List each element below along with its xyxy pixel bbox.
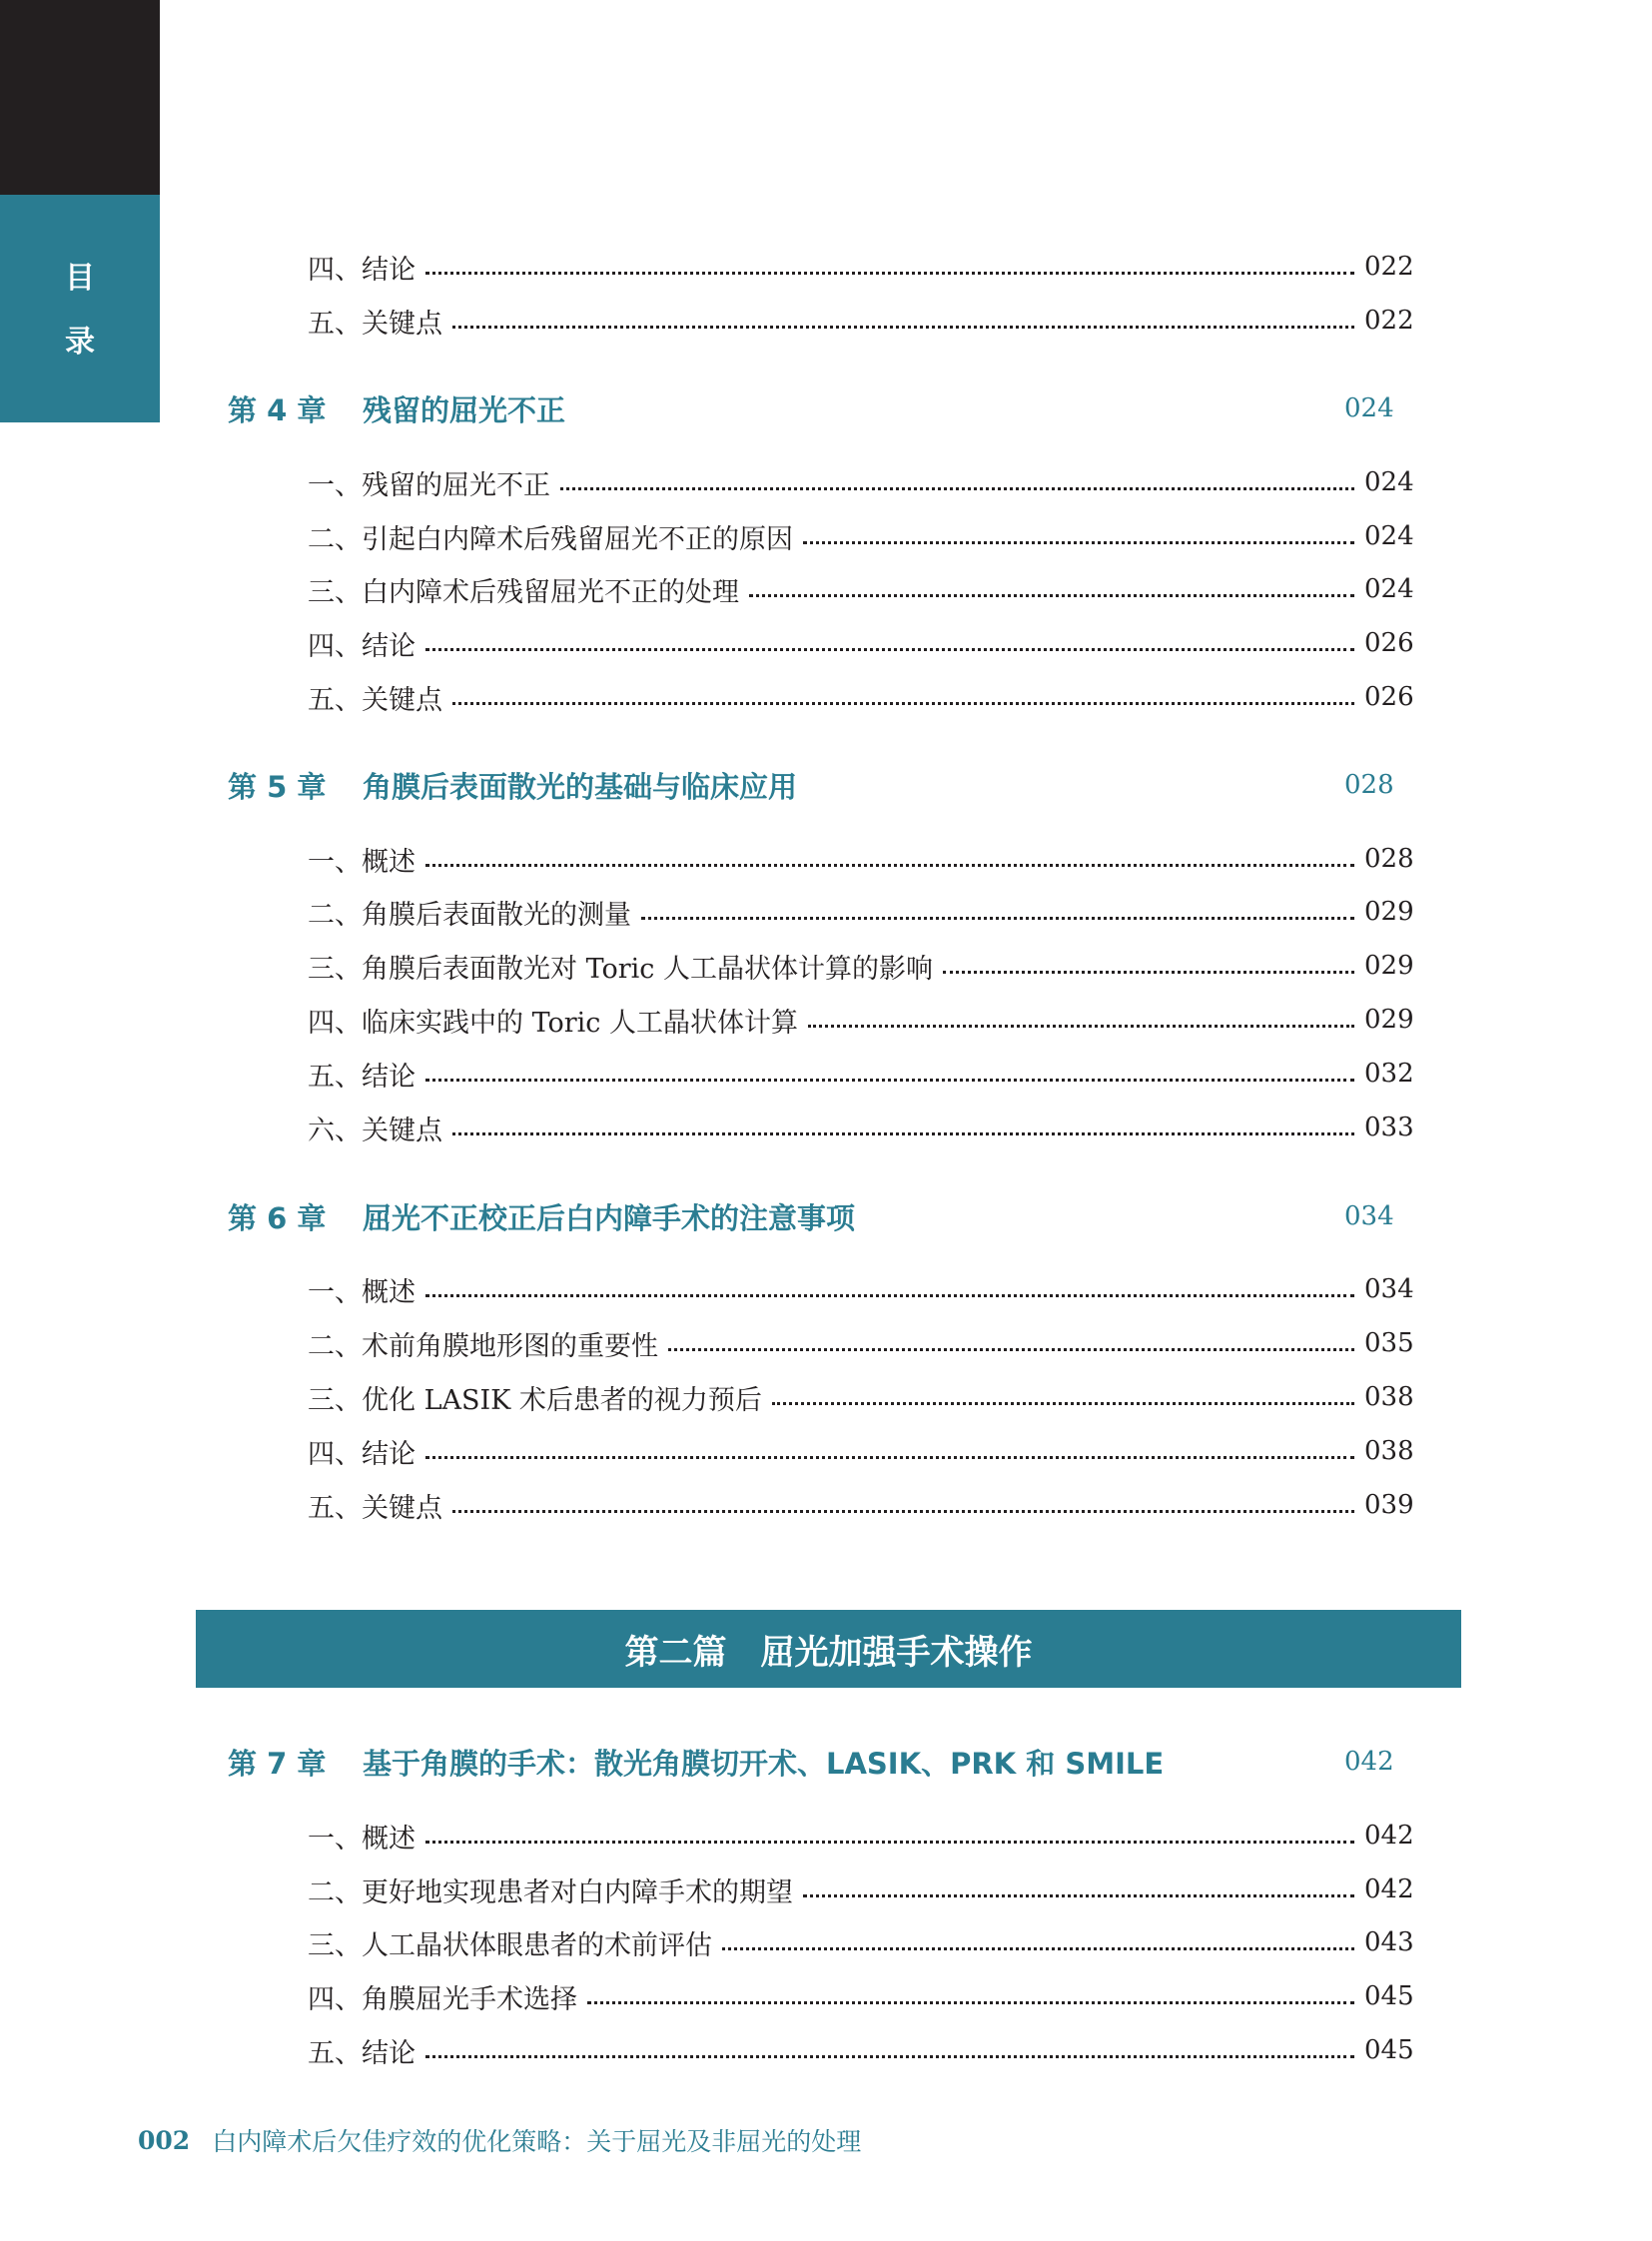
page-number: 024	[1364, 574, 1414, 604]
dot-leader	[772, 1402, 1354, 1405]
dot-leader	[425, 2055, 1354, 2058]
chapter-number: 第 5 章	[228, 769, 327, 804]
page-number: 022	[1364, 306, 1414, 336]
page-number: 042	[1344, 1747, 1394, 1777]
dot-leader	[425, 1841, 1354, 1844]
entry-title: 三、人工晶状体眼患者的术前评估	[308, 1929, 712, 1961]
dot-leader	[668, 1348, 1354, 1351]
toc-entry	[0, 513, 1652, 559]
dot-leader	[943, 971, 1354, 974]
dot-leader	[425, 1294, 1354, 1297]
page-number: 022	[1364, 252, 1414, 282]
dot-leader	[560, 487, 1354, 490]
toc-entry	[0, 298, 1652, 344]
toc-entry	[0, 836, 1652, 882]
dot-leader	[425, 648, 1354, 651]
side-tab-dark-block	[0, 0, 160, 195]
dot-leader	[587, 2001, 1354, 2004]
entry-title: 三、优化 LASIK 术后患者的视力预后	[308, 1384, 762, 1416]
toc-chapter	[0, 1193, 1652, 1239]
toc-entry	[0, 1320, 1652, 1366]
page-number: 038	[1364, 1436, 1414, 1466]
dot-leader	[425, 1079, 1354, 1082]
footer-page-number: 002	[138, 2125, 191, 2155]
toc-entry	[0, 943, 1652, 989]
entry-title: 一、概述	[308, 1823, 415, 1855]
toc-entry	[0, 1266, 1652, 1312]
dot-leader	[749, 594, 1354, 597]
entry-title: 三、角膜后表面散光对 Toric 人工晶状体计算的影响	[308, 953, 933, 985]
entry-title: 五、关键点	[308, 1492, 442, 1524]
toc-entry	[0, 997, 1652, 1043]
dot-leader	[425, 864, 1354, 867]
dot-leader	[803, 1894, 1354, 1897]
page-number: 026	[1364, 628, 1414, 658]
chapter-title: 屈光不正校正后白内障手术的注意事项	[363, 1200, 856, 1235]
page-number: 042	[1364, 1874, 1414, 1904]
entry-title: 五、结论	[308, 2037, 415, 2069]
page-footer	[138, 2120, 861, 2160]
entry-title: 四、结论	[308, 1438, 415, 1470]
entry-title: 一、残留的屈光不正	[308, 469, 550, 501]
page-number: 032	[1364, 1059, 1414, 1089]
entry-title: 二、角膜后表面散光的测量	[308, 899, 631, 931]
toc-entry	[0, 244, 1652, 290]
page-number: 045	[1364, 1981, 1414, 2011]
toc-chapter	[0, 1739, 1652, 1785]
page-number: 035	[1364, 1328, 1414, 1358]
entry-title: 五、结论	[308, 1061, 415, 1093]
dot-leader	[452, 1510, 1354, 1513]
entry-title: 二、引起白内障术后残留屈光不正的原因	[308, 523, 793, 555]
page-number: 042	[1364, 1821, 1414, 1851]
page-number: 039	[1364, 1490, 1414, 1520]
page-number: 029	[1364, 897, 1414, 927]
page-number: 024	[1364, 521, 1414, 551]
part-heading: 第二篇 屈光加强手术操作	[196, 1610, 1461, 1688]
chapter-number: 第 6 章	[228, 1200, 327, 1235]
page-number: 038	[1364, 1382, 1414, 1412]
entry-title: 四、临床实践中的 Toric 人工晶状体计算	[308, 1007, 798, 1039]
entry-title: 五、关键点	[308, 308, 442, 340]
entry-title: 三、白内障术后残留屈光不正的处理	[308, 576, 739, 608]
chapter-title: 角膜后表面散光的基础与临床应用	[363, 769, 798, 804]
toc-entry	[0, 1867, 1652, 1912]
toc-entry	[0, 674, 1652, 720]
dot-leader	[452, 1132, 1354, 1135]
page-number: 029	[1364, 951, 1414, 981]
chapter-title: 残留的屈光不正	[363, 392, 566, 427]
page-number: 045	[1364, 2035, 1414, 2065]
toc-entry	[0, 459, 1652, 505]
page-number: 043	[1364, 1927, 1414, 1957]
toc-entry	[0, 1973, 1652, 2019]
entry-title: 六、关键点	[308, 1115, 442, 1146]
chapter-title: 基于角膜的手术：散光角膜切开术、LASIK、PRK 和 SMILE	[363, 1746, 1165, 1781]
dot-leader	[641, 917, 1354, 920]
toc-entry	[0, 1105, 1652, 1150]
page-number: 034	[1344, 1201, 1394, 1231]
entry-title: 四、结论	[308, 630, 415, 662]
dot-leader	[452, 326, 1354, 329]
toc-entry	[0, 1919, 1652, 1965]
dot-leader	[808, 1025, 1354, 1028]
dot-leader	[452, 702, 1354, 705]
toc-entry	[0, 1813, 1652, 1859]
toc-entry	[0, 1482, 1652, 1528]
toc-entry	[0, 2027, 1652, 2073]
toc-chapter	[0, 762, 1652, 808]
toc-chapter	[0, 385, 1652, 431]
toc-entry	[0, 1374, 1652, 1420]
toc-entry	[0, 1051, 1652, 1097]
page-number: 028	[1344, 770, 1394, 800]
entry-title: 四、角膜屈光手术选择	[308, 1983, 577, 2015]
side-tab-char: 目	[65, 261, 95, 296]
entry-title: 一、概述	[308, 1276, 415, 1308]
toc-entry	[0, 889, 1652, 935]
page-number: 026	[1364, 682, 1414, 712]
chapter-number: 第 7 章	[228, 1746, 327, 1781]
dot-leader	[722, 1947, 1354, 1950]
page-number: 024	[1364, 467, 1414, 497]
toc-entry	[0, 620, 1652, 666]
toc-entry	[0, 566, 1652, 612]
entry-title: 四、结论	[308, 254, 415, 286]
page-number: 029	[1364, 1005, 1414, 1035]
toc-entry	[0, 1428, 1652, 1474]
entry-title: 二、更好地实现患者对白内障手术的期望	[308, 1876, 793, 1908]
page-number: 033	[1364, 1113, 1414, 1142]
entry-title: 二、术前角膜地形图的重要性	[308, 1330, 658, 1362]
dot-leader	[425, 1456, 1354, 1459]
dot-leader	[425, 272, 1354, 275]
page-number: 024	[1344, 393, 1394, 423]
side-tab-char: 录	[65, 325, 95, 360]
page-number: 028	[1364, 844, 1414, 874]
entry-title: 一、概述	[308, 846, 415, 878]
dot-leader	[803, 541, 1354, 544]
entry-title: 五、关键点	[308, 684, 442, 716]
page-number: 034	[1364, 1274, 1414, 1304]
footer-book-title: 白内障术后欠佳疗效的优化策略：关于屈光及非屈光的处理	[212, 2127, 862, 2156]
chapter-number: 第 4 章	[228, 392, 327, 427]
